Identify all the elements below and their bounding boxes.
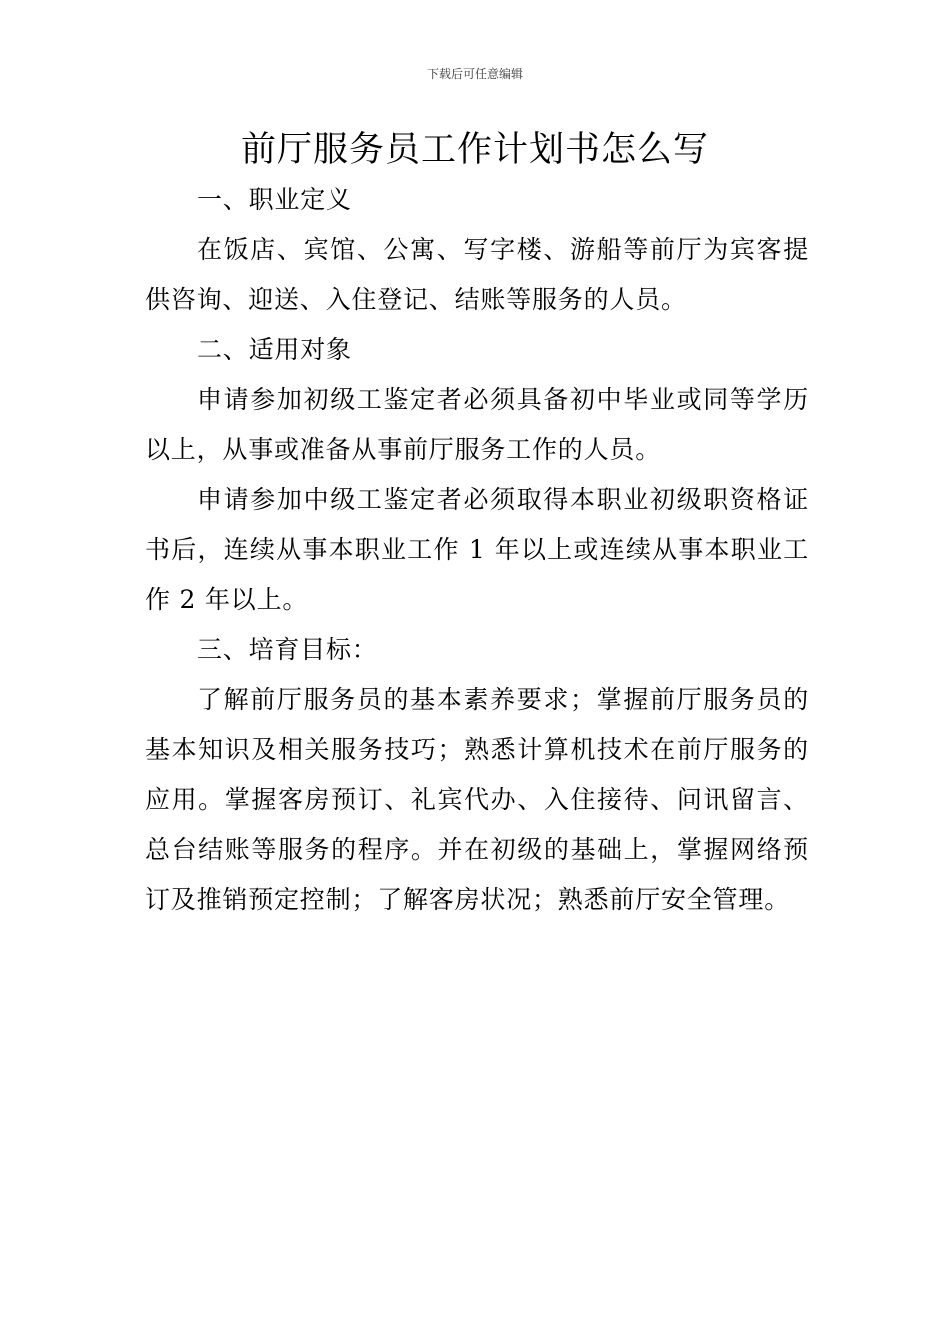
document-body [145, 175, 809, 925]
section-heading-applicable-objects: 二、适用对象 [197, 335, 352, 364]
page-title: 前厅服务员工作计划书怎么写 [240, 130, 709, 170]
paragraph-career-definition: 在饭店、宾馆、公寓、写字楼、游船等前厅为宾客提供咨询、迎送、入住登记、结账等服务的人员。 [145, 235, 809, 314]
section-heading-career-definition: 一、职业定义 [197, 185, 352, 214]
header-note: 下载后可任意编辑 [426, 67, 523, 81]
paragraph-training-goals: 了解前厅服务员的基本素养要求；掌握前厅服务员的基本知识及相关服务技巧；熟悉计算机技术在前厅服务的应用。掌握客房预订、礼宾代办、入住接待、问讯留言、总台结账等服务的程序。并在初级的基础上，掌握网络预订及推销预定控制；了解客房状况；熟悉前厅安全管理。 [145, 685, 809, 914]
paragraph-intermediate-requirements: 申请参加中级工鉴定者必须取得本职业初级职资格证书后，连续从事本职业工作 1 年以上或连续从事本职业工作 2 年以上。 [145, 485, 809, 614]
paragraph-junior-requirements: 申请参加初级工鉴定者必须具备初中毕业或同等学历以上，从事或准备从事前厅服务工作的人员。 [145, 385, 809, 464]
section-heading-training-goals: 三、培育目标： [197, 635, 378, 664]
